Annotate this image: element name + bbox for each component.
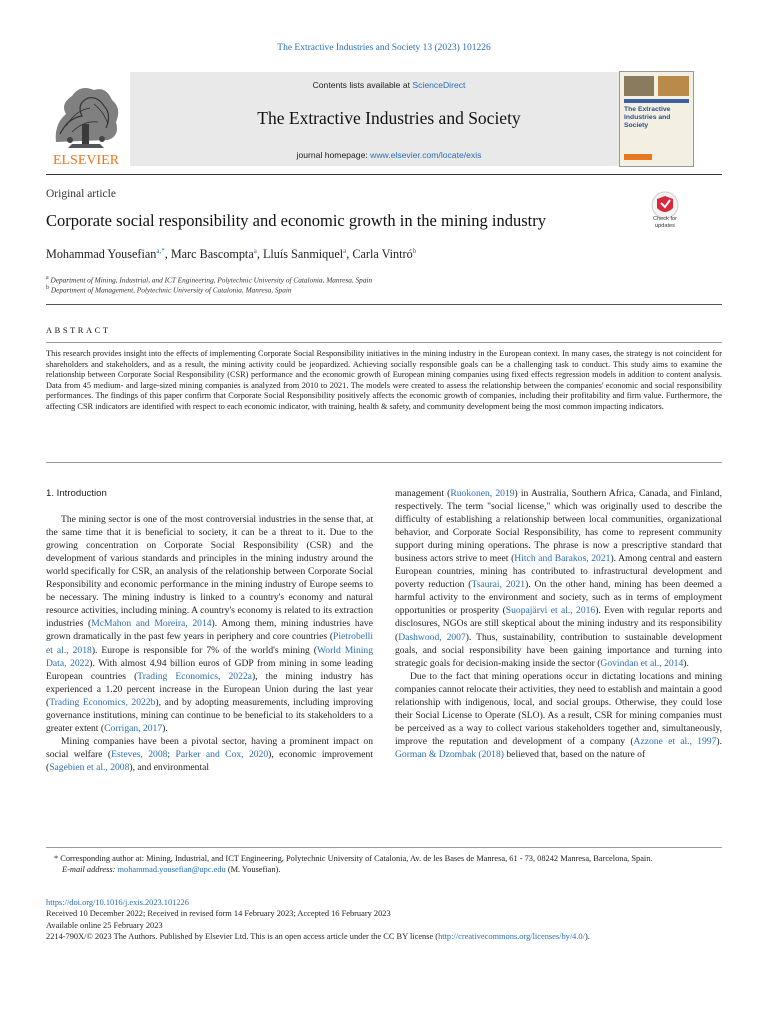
citation-link[interactable]: Parker and Cox, 2020 xyxy=(175,748,269,760)
body-column-right xyxy=(395,487,722,761)
paragraph: management (Ruokonen, 2019) in Australia, Southern Africa, Canada, and Finland, respectively. The term "social license," which was originally used to describe the difficulty of establishing a relationship between local communities, organizational behavior, and Corporate Social Responsibility, has come to represent community support during mining operations. The phrase is now a prescriptive standard that business actors strive to meet (Hitch and Barakos, 2021). Among central and eastern European countries, mining has contributed to infrastructural development and poverty reduction (Tsaurai, 2021). On the other hand, mining has been deemed a harmful activity to the environment and society, such as in terms of employment opportunities or prosperity (Suopajärvi et al., 2016). Even with regular reports and disclosures, NGOs are still skeptical about the mining industry and its responsibility (Dashwood, 2007). Thus, sustainability, contribution to sustainable development goals, and social responsibility have been gaining importance and turning into strategic goals for decision-making inside the sector (Govindan et al., 2014). xyxy=(395,488,723,669)
article-title: Corporate social responsibility and economic growth in the mining industry xyxy=(46,211,546,230)
citation-link[interactable]: McMahon and Moreira, 2014 xyxy=(91,618,212,630)
check-for-updates-icon xyxy=(645,190,685,236)
publication-info xyxy=(46,897,722,943)
author-affiliation-marker[interactable]: a xyxy=(343,247,347,255)
affiliation-a: $^a$ Department of Mining, Industrial, and ICT Engineering, Polytechnic University of Catalonia, Manresa, Spain xyxy=(46,275,373,285)
journal-cover-thumbnail[interactable] xyxy=(619,71,694,167)
front-matter-divider xyxy=(46,304,722,305)
section-heading: 1. Introduction xyxy=(46,488,107,499)
available-online-date: Available online 25 February 2023 xyxy=(46,920,163,930)
paragraph: Due to the fact that mining operations occur in dictating locations and mining companies cannot relocate their activities, they need to establish and maintain a good relationship with indigenous, local, and social groups. Otherwise, they could lose their Social License to Operate (SLO). As a result, CSR for mining companies must be perceived as a way to collect various stakeholders together and, simultaneously, improve the reputation and development of a company (Azzone et al., 1997). Gorman & Dzombak (2018) believed that, based on the nature of xyxy=(395,670,722,760)
citation-link[interactable]: Ruokonen, 2019 xyxy=(450,488,515,499)
journal-homepage-link[interactable]: www.elsevier.com/locate/exis xyxy=(370,150,482,160)
doi-link[interactable]: https://doi.org/10.1016/j.exis.2023.101226 xyxy=(46,898,189,907)
author-affiliation-marker[interactable]: a xyxy=(253,247,257,255)
citation-link[interactable]: Corrigan, 2017 xyxy=(104,722,163,734)
corresponding-author-note: * Corresponding author at: Mining, Industrial, and ICT Engineering, Polytechnic University of Catalonia, Av. de les Bases de Manresa, 61 - 73, 08242 Manresa, Barcelona, Spain. xyxy=(54,854,653,863)
citation-link[interactable]: Azzone et al., 1997 xyxy=(633,735,717,747)
body-column-left xyxy=(46,487,373,774)
citation-link[interactable]: Govindan et al., 2014 xyxy=(600,657,684,669)
citation-link[interactable]: Sagebien et al., 2008 xyxy=(49,761,130,773)
citation-link[interactable]: Tsaurai, 2021 xyxy=(471,579,526,591)
journal-homepage-line: journal homepage: www.elsevier.com/locate/exis xyxy=(296,150,482,160)
email-line: E-mail address: mohammad.yousefian@upc.edu (M. Yousefian). xyxy=(62,865,281,875)
check-for-updates-button[interactable] xyxy=(645,190,685,236)
footnote-divider xyxy=(46,847,722,848)
journal-title: The Extractive Industries and Society xyxy=(257,108,521,128)
elsevier-tree-icon xyxy=(46,74,126,170)
contents-line: Contents lists available at ScienceDirect xyxy=(312,80,466,90)
author-affiliation-marker[interactable]: b xyxy=(412,247,417,255)
sciencedirect-link[interactable]: ScienceDirect xyxy=(412,80,466,90)
received-dates: Received 10 December 2022; Received in revised form 14 February 2023; Accepted 16 February 2023 xyxy=(46,909,391,919)
author-affiliation-marker[interactable]: a,* xyxy=(156,247,165,255)
citation-link[interactable]: Gorman & Dzombak (2018) xyxy=(395,748,504,760)
author-name[interactable]: Lluís Sanmiquel xyxy=(262,247,344,262)
author-name[interactable]: Mohammad Yousefian xyxy=(46,247,157,262)
author-name[interactable]: Marc Bascompta xyxy=(170,247,254,262)
citation-link[interactable]: Trading Economics, 2022a xyxy=(137,670,252,682)
journal-banner xyxy=(130,72,648,166)
citation-link[interactable]: Esteves, 2008 xyxy=(111,748,168,760)
abstract-bottom-rule xyxy=(46,462,722,463)
check-for-updates-label: Check for updates xyxy=(653,216,677,229)
citation-link[interactable]: Suopajärvi et al., 2016 xyxy=(505,605,596,617)
citation-link[interactable]: Dashwood, 2007 xyxy=(398,631,466,643)
abstract-heading: ABSTRACT xyxy=(46,326,111,335)
affiliation-b: $^b$ Department of Management, Polytechnic University of Catalonia, Manresa, Spain xyxy=(46,285,292,295)
author-name[interactable]: Carla Vintró xyxy=(352,247,413,262)
abstract-text: This research provides insight into the effects of implementing Corporate Social Responsibility initiatives in the mining industry in the European context. In many cases, the strategy is not coincident for shareholders and stakeholders, and as a result, the mining activity could be jeopardized. Achieving socially responsible goals can be a challenging task to conduct. This study aims to examine the relationship between Corporate Social Responsibility (CSR) performance and the economic growth of European mining companies using fixed effects regression models in addition to content analysis. Data from 45 medium- and large-sized mining companies is analyzed from 2010 to 2021. The models were created to assess the relationship between the companies' economic and social responsibility performances. The findings of this paper confirm that Corporate Social Responsibility positively affects the economic growth of companies, including their profitability and firm value. Furthermore, the affecting CSR indicators are identified with respect to each economic indicator, with training, health & safety, and community development being the most common impacting indicators. xyxy=(46,349,722,411)
license-link[interactable]: http://creativecommons.org/licenses/by/4.0/ xyxy=(438,932,585,942)
email-link[interactable]: mohammad.yousefian@upc.edu xyxy=(117,865,226,875)
license-line: 2214-790X/© 2023 The Authors. Published by Elsevier Ltd. This is an open access article under the CC BY license (http://creativecommons.org/licenses/by/4.0/). xyxy=(46,932,590,942)
journal-citation-header[interactable]: The Extractive Industries and Society 13 (2023) 101226 xyxy=(277,43,491,53)
citation-link[interactable]: World Mining Data, 2022 xyxy=(46,644,373,669)
paragraph: The mining sector is one of the most controversial industries in the sense that, at the same time that it is beneficial to society, it can be a threat to it. Due to the growing concentration on Corporate Social Responsibility (CSR) and the development of various standards and principles in the mining industry around the world specifically for CSR, an analysis of the relationship between Corporate Social Responsibility and economic performance in the mining industry of Europe seems to be necessary. The mining industry is linked to a country's economy and natural resource activities, including mining. A country's economy is related to its extraction industries (McMahon and Moreira, 2014). Among them, mining industries have grown dramatically in the past few years in periphery and core countries (Pietrobelli et al., 2018). Europe is responsible for 7% of the world's mining (World Mining Data, 2022). With almost 4.94 billion euros of GDP from mining in some leading European countries (Trading Economics, 2022a), the mining industry has experienced a 1.20 percent increase in the European Union during the last year (Trading Economics, 2022b), and by adopting measurements, including improving governance institutions, mining can continue to be beneficial to its stakeholders to a greater extent (Corrigan, 2017). xyxy=(46,514,374,734)
citation-link[interactable]: Hitch and Barakos, 2021 xyxy=(514,553,611,565)
author-list: Mohammad Yousefian$^{a,*}$, Marc Bascompta$^a$, Lluís Sanmiquel$^a$, Carla Vintró$^b$ xyxy=(46,247,417,262)
masthead-divider xyxy=(46,174,722,175)
citation-link[interactable]: Trading Economics, 2022b xyxy=(49,696,156,708)
elsevier-wordmark: ELSEVIER xyxy=(52,153,120,168)
citation-link[interactable]: Pietrobelli et al., 2018 xyxy=(46,631,373,656)
cover-title: The Extractive Industries and Society xyxy=(624,106,671,129)
paragraph: Mining companies have been a pivotal sector, having a prominent impact on social welfare (Esteves, 2008; Parker and Cox, 2020), economic improvement (Sagebien et al., 2008), and environmental xyxy=(46,735,373,773)
elsevier-logo[interactable] xyxy=(46,74,126,170)
journal-masthead xyxy=(46,70,722,172)
article-type: Original article xyxy=(46,188,116,200)
abstract-top-rule xyxy=(46,342,722,343)
footnote xyxy=(46,853,722,876)
